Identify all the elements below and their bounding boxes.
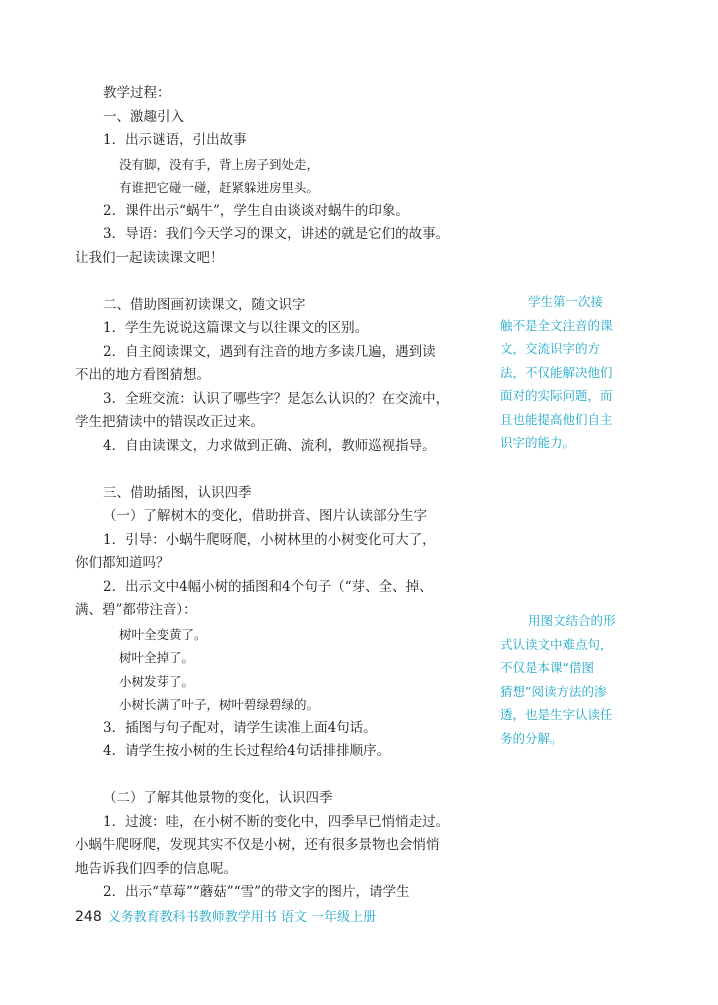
note-line: 猜想”阅读方法的渗 (500, 683, 607, 699)
sentence-line: 树叶全变黄了。 (119, 626, 207, 642)
book-title: 义务教育教科书教师教学用书 语文 一年级上册 (107, 910, 376, 925)
riddle-line: 没有脚，没有手，背上房子到处走， (119, 156, 320, 172)
note-line: 触不是全文注音的课 (500, 317, 613, 333)
note-line: 学生第一次接 (528, 294, 604, 309)
note-line: 识字的能力。 (500, 435, 576, 450)
note-line: 透，也是生字认读任 (500, 707, 613, 722)
text-line: 4．请学生按小树的生长过程给4句话排排顺序。 (103, 743, 391, 759)
text-line: 1．过渡：哇，在小树不断的变化中，四季早已悄悄走过。 (103, 813, 450, 830)
text-line: 2．自主阅读课文，遇到有注音的地方多读几遍，遇到读 (103, 343, 436, 360)
note-line: 文，交流识字的方 (500, 341, 601, 356)
text-line: 教学过程： (103, 85, 171, 101)
text-line: 3．全班交流：认识了哪些字？是怎么认识的？在交流中， (103, 390, 450, 407)
sentence-line: 树叶全掉了。 (119, 650, 195, 665)
note-line: 且也能提高他们自主 (500, 411, 613, 427)
note-line: 不仅是本课“借图 (500, 660, 594, 675)
text-line: 3．插图与句子配对，请学生读准上面4句话。 (103, 719, 377, 736)
text-line: 1．学生先说说这篇课文与以往课文的区别。 (103, 320, 369, 336)
sentence-line: 小树长满了叶子，树叶碧绿碧绿的。 (119, 697, 320, 712)
note-line: 用图文结合的形 (528, 613, 616, 628)
sentence-line: 小树发芽了。 (119, 673, 195, 689)
text-line: 你们都知道吗？ (75, 555, 170, 571)
text-line: 小蜗牛爬呀爬，发现其实不仅是小树，还有很多景物也会悄悄 (75, 837, 440, 853)
note-line: 法，不仅能解决他们 (500, 364, 613, 380)
margin-note-1 (500, 290, 628, 455)
text-line: 1．引导：小蜗牛爬呀爬，小树林里的小树变化可大了， (103, 531, 436, 548)
subsection-heading: （一）了解树木的变化，借助拼音、图片认读部分生字 (103, 508, 427, 524)
riddle-line: 有谁把它碰一碰，赶紧躲进房里头。 (119, 180, 320, 195)
text-line: 1．出示谜语，引出故事 (103, 132, 247, 148)
text-line: 满、碧”都带注音）： (75, 602, 197, 618)
text-line: 2．出示“草莓”“蘑菇”“雪”的带文字的图片，请学生 (103, 884, 410, 900)
text-line: 3．导语：我们今天学习的课文，讲述的就是它们的故事。 (103, 226, 450, 242)
text-line: 学生把猜读中的错误改正过来。 (75, 414, 264, 430)
main-text (75, 82, 465, 905)
text-line: 让我们一起读读课文吧！ (75, 249, 224, 266)
note-line: 面对的实际问题，而 (500, 388, 613, 403)
page-footer (75, 906, 376, 925)
page-number: 248 (75, 909, 102, 925)
text-line: 2．出示文中4幅小树的插图和4个句子（“芽、全、掉、 (103, 578, 433, 595)
text-line: 4．自由读课文，力求做到正确、流利，教师巡视指导。 (103, 437, 436, 454)
text-line: 不出的地方看图猜想。 (75, 367, 210, 383)
text-line: 2．课件出示“蜗牛”，学生自由谈谈对蜗牛的印象。 (103, 202, 409, 219)
note-line: 务的分解。 (500, 730, 563, 746)
text-line: 地告诉我们四季的信息呢。 (75, 860, 237, 877)
margin-note-2 (500, 609, 628, 750)
section-heading: 二、借助图画初读课文，随文识字 (103, 296, 306, 313)
subsection-heading: （二）了解其他景物的变化，认识四季 (103, 790, 333, 806)
section-heading: 一、激趣引入 (103, 108, 184, 125)
section-heading: 三、借助插图，认识四季 (103, 484, 252, 501)
note-line: 式认读文中难点句， (500, 636, 613, 652)
